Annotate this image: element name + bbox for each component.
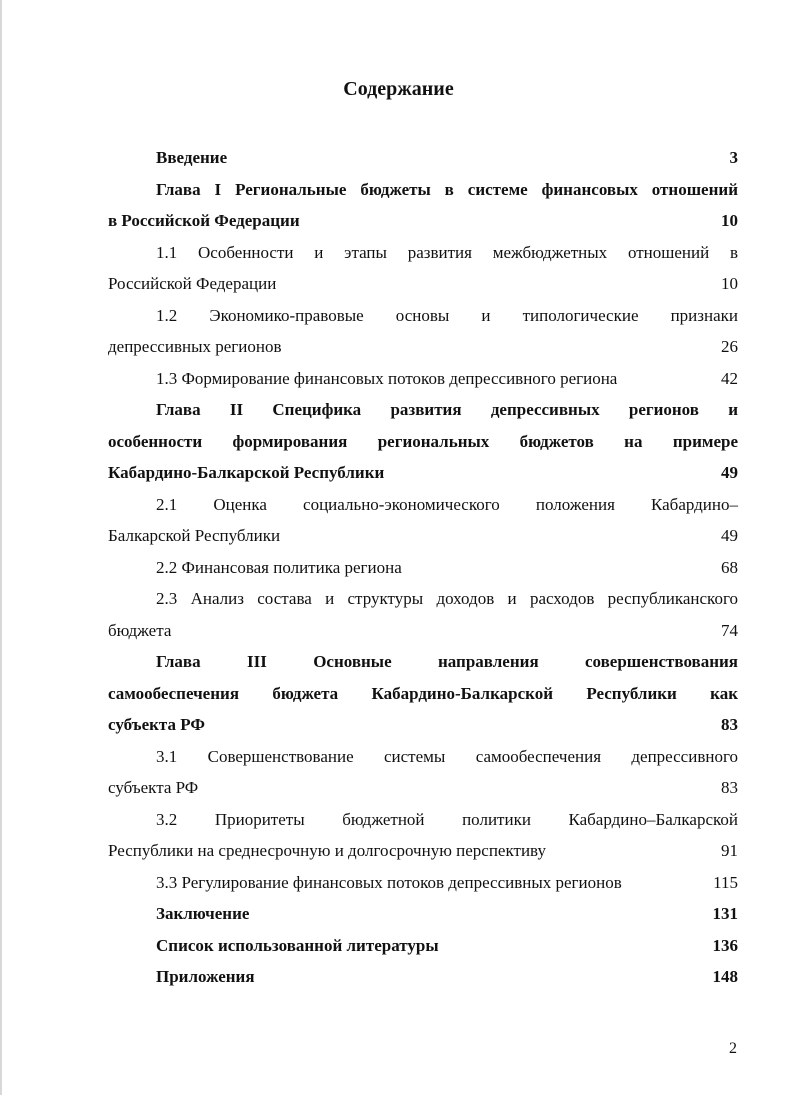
toc-entry-page: 68 bbox=[721, 557, 738, 577]
toc-entry-line: 1.2 Экономико-правовые основы и типологические признаки bbox=[156, 305, 738, 325]
toc-entry-line: 2.1 Оценка социально-экономического положения Кабардино– bbox=[156, 494, 738, 514]
toc-entry-1-1 bbox=[108, 237, 738, 300]
toc-entry-page: 49 bbox=[721, 526, 738, 545]
toc-entry-line: в Российской Федерации bbox=[108, 211, 300, 230]
toc-entry-page: 136 bbox=[712, 935, 738, 955]
toc-entry-line: 1.1 Особенности и этапы развития межбюджетных отношений в bbox=[156, 242, 738, 262]
toc-entry-line: 3.1 Совершенствование системы самообеспечения депрессивного bbox=[156, 746, 738, 766]
toc-entry-page: 131 bbox=[712, 904, 738, 923]
toc-entry-line: самообеспечения бюджета Кабардино-Балкарской Республики как bbox=[108, 683, 738, 703]
toc-entry-intro bbox=[108, 142, 738, 174]
toc-entry-text: Приложения bbox=[156, 967, 255, 986]
toc-entry-page: 10 bbox=[721, 211, 738, 230]
toc-entry-line: Кабардино-Балкарской Республики bbox=[108, 463, 385, 482]
toc-entry-line: Республики на среднесрочную и долгосрочную перспективу bbox=[108, 841, 546, 860]
page-edge bbox=[0, 0, 2, 1095]
toc-entry-text: 1.3 Формирование финансовых потоков депрессивного региона bbox=[156, 368, 618, 388]
toc-entry-page: 26 bbox=[721, 337, 738, 356]
toc-entry-line: особенности формирования региональных бюджетов на примере bbox=[108, 431, 738, 451]
toc-entry-line: 2.3 Анализ состава и структуры доходов и расходов республиканского bbox=[156, 589, 738, 608]
toc-entry-3-2 bbox=[108, 804, 738, 867]
toc-entry-line: бюджета bbox=[108, 620, 172, 640]
toc-entry-3-1 bbox=[108, 741, 738, 804]
toc-entry-line: Балкарской Республики bbox=[108, 526, 281, 545]
toc-entry-page: 83 bbox=[721, 778, 738, 797]
toc-entry-page: 115 bbox=[713, 872, 738, 892]
toc-entry-page: 83 bbox=[721, 715, 738, 734]
toc-entry-page: 3 bbox=[729, 148, 738, 167]
toc-entry-conclusion bbox=[108, 898, 738, 930]
toc-entry-1-3 bbox=[108, 363, 738, 395]
toc-entry-3-3 bbox=[108, 867, 738, 899]
toc-entry-page: 10 bbox=[721, 274, 738, 293]
toc-entry-text: 2.2 Финансовая политика региона bbox=[156, 557, 402, 577]
toc-entry-page: 42 bbox=[721, 368, 738, 388]
toc-entry-text: Введение bbox=[156, 148, 228, 167]
toc-entry-page: 74 bbox=[721, 620, 738, 640]
toc-entry-2-2 bbox=[108, 552, 738, 584]
toc-entry-text: 3.3 Регулирование финансовых потоков депрессивных регионов bbox=[156, 872, 622, 892]
toc-entry-chapter-3 bbox=[108, 646, 738, 741]
toc-entry-line: Глава I Региональные бюджеты в системе финансовых отношений bbox=[156, 179, 738, 199]
toc-entry-appendix bbox=[108, 961, 738, 993]
toc-entry-page: 91 bbox=[721, 841, 738, 860]
page-title: Содержание bbox=[343, 78, 454, 100]
toc-entry-line: Глава II Специфика развития депрессивных регионов и bbox=[156, 400, 738, 419]
toc-entry-line: Глава III Основные направления совершенствования bbox=[156, 652, 738, 671]
toc-entry-1-2 bbox=[108, 300, 738, 363]
toc-entry-references bbox=[108, 930, 738, 962]
toc-entry-page: 148 bbox=[712, 967, 738, 986]
toc-entry-line: субъекта РФ bbox=[108, 778, 199, 797]
page-number: 2 bbox=[729, 1040, 737, 1057]
toc-entry-line: депрессивных регионов bbox=[108, 337, 282, 356]
toc-entry-2-3 bbox=[108, 583, 738, 646]
toc-entry-line: Российской Федерации bbox=[108, 274, 277, 293]
toc-entry-line: субъекта РФ bbox=[108, 715, 205, 734]
toc-entry-line: 3.2 Приоритеты бюджетной политики Кабардино–Балкарской bbox=[156, 809, 738, 829]
toc-entry-page: 49 bbox=[721, 463, 738, 482]
toc-entry-2-1 bbox=[108, 489, 738, 552]
toc-entry-chapter-2 bbox=[108, 394, 738, 489]
toc-entry-chapter-1 bbox=[108, 174, 738, 237]
toc-entry-text: Заключение bbox=[156, 904, 250, 923]
toc-entry-text: Список использованной литературы bbox=[156, 935, 439, 955]
table-of-contents bbox=[108, 142, 738, 993]
